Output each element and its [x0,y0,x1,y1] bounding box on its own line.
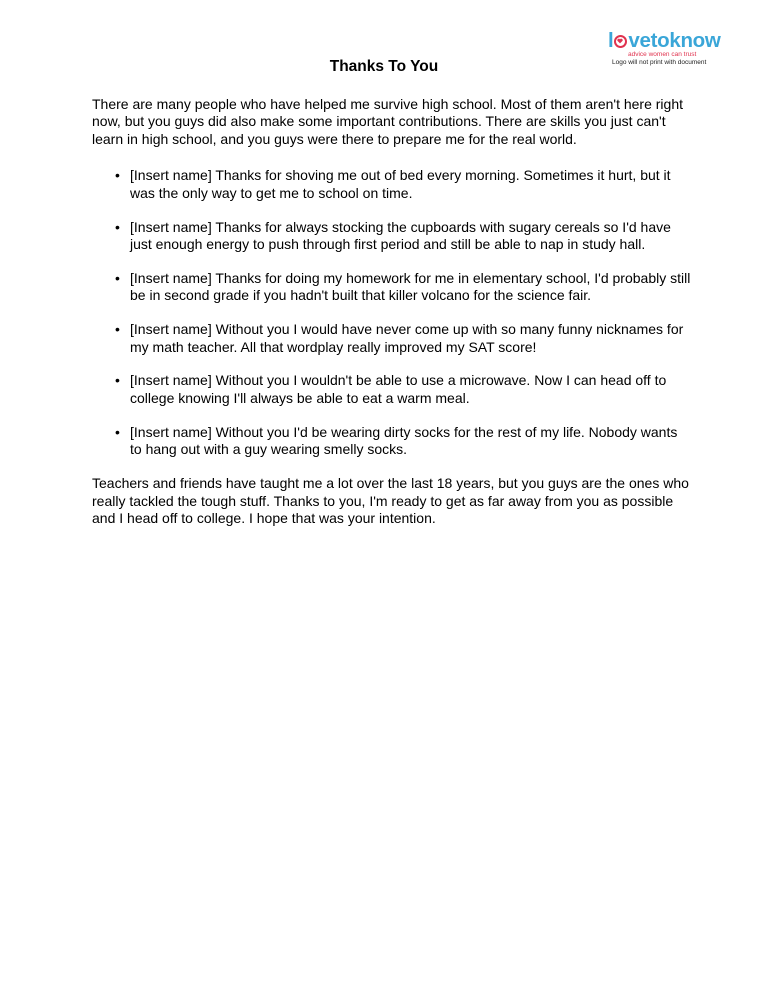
bullet-icon: • [115,372,120,389]
logo-print-note: Logo will not print with document [612,59,707,66]
list-item-text: [Insert name] Without you I would have never come up with so many funny nicknames for my math teacher. All that wordplay really improved my SAT score! [130,321,684,355]
list-item [92,424,692,459]
list-item-text: [Insert name] Thanks for doing my homework for me in elementary school, I'd probably still be in second grade if you hadn't built that killer volcano for the science fair. [130,269,691,304]
logo-tagline: advice women can trust [628,51,697,58]
list-item-text: [Insert name] Without you I'd be wearing dirty socks for the rest of my life. Nobody wants to hang out with a guy wearing smelly socks. [130,423,678,458]
list-item [92,167,692,202]
document-body [92,96,692,527]
thanks-list [92,167,692,458]
bullet-icon: • [115,269,120,286]
list-item [92,372,692,407]
list-item-text: [Insert name] Thanks for always stocking the cupboards with sugary cereals so I'd have just enough energy to push through first period and still be able to nap in study hall. [130,218,671,252]
bullet-icon: • [115,321,120,338]
closing-paragraph: Teachers and friends have taught me a lot over the last 18 years, but you guys are the ones who really tackled the tough stuff. Thanks to you, I'm ready to get as far away from you as possible and I head off to college. I hope that was your intention. [92,475,689,526]
bullet-icon: • [115,423,120,440]
logo-wordmark-suffix: vetoknow [628,29,721,52]
logo-wordmark-prefix: l [608,29,614,52]
list-item [92,270,692,305]
list-item-text: [Insert name] Without you I wouldn't be able to use a microwave. Now I can head off to college knowing I'll always be able to eat a warm meal. [130,372,667,406]
list-item [92,219,692,254]
bullet-icon: • [115,218,120,235]
bullet-icon: • [115,167,120,184]
page-title: Thanks To You [329,58,439,75]
logo-wordmark [608,30,721,52]
list-item-text: [Insert name] Thanks for shoving me out of bed every morning. Sometimes it hurt, but it was the only way to get me to school on time. [130,167,671,201]
list-item [92,321,692,356]
intro-paragraph: There are many people who have helped me survive high school. Most of them aren't here right now, but you guys did also make some important contributions. There are skills you just can't learn in high school, and you guys were there to prepare me for the real world. [92,96,683,147]
heart-icon [614,35,627,48]
